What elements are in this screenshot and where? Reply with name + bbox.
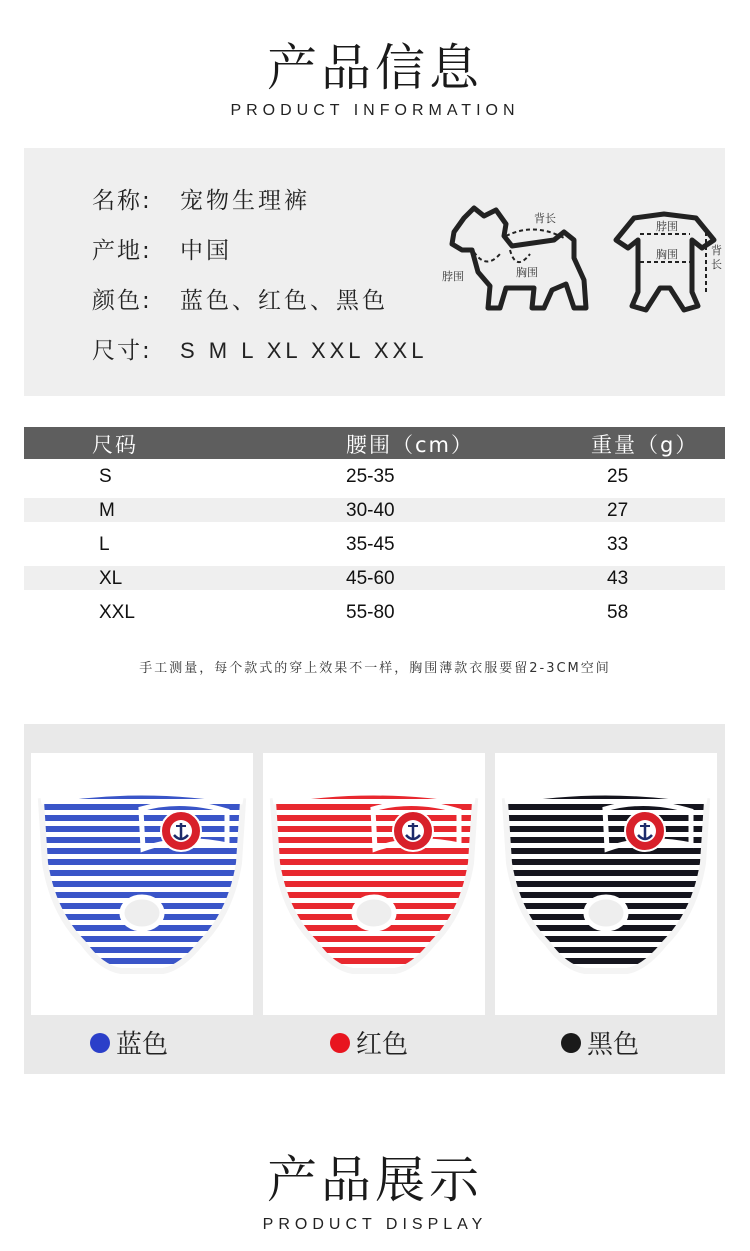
cell-weight: 27 <box>607 500 629 521</box>
color-variants-panel <box>24 724 725 1074</box>
cell-size: XXL <box>99 602 135 623</box>
header-weight: 重量（g） <box>591 433 699 457</box>
color-dot-icon <box>561 1033 581 1053</box>
label-shirt-back-2: 长 <box>711 258 722 271</box>
product-display-heading <box>0 1140 750 1234</box>
info-label: 尺寸: <box>92 338 152 364</box>
cell-waist: 45-60 <box>346 568 395 589</box>
product-card-black <box>495 753 717 1015</box>
label-shirt-chest: 胸围 <box>656 248 678 261</box>
cell-size: L <box>99 534 110 555</box>
table-row <box>24 595 725 629</box>
info-row-origin <box>92 232 232 265</box>
color-name: 蓝色 <box>116 1030 169 1060</box>
black-striped-diaper-image <box>495 753 717 1015</box>
section-title-en: PRODUCT INFORMATION <box>230 102 520 119</box>
dog-chest-measure <box>510 250 530 262</box>
color-dot-icon <box>330 1033 350 1053</box>
table-row <box>24 561 725 595</box>
info-row-name <box>92 182 310 215</box>
label-shirt-back-1: 背 <box>711 244 722 257</box>
cell-waist: 35-45 <box>346 534 395 555</box>
color-swatch-red[interactable] <box>330 1024 408 1061</box>
cell-weight: 43 <box>607 568 629 589</box>
product-card-red <box>263 753 485 1015</box>
label-neck: 脖围 <box>442 270 464 283</box>
cell-weight: 25 <box>607 466 629 487</box>
section-title-cn: 产品信息 <box>267 39 483 97</box>
label-chest: 胸围 <box>516 266 538 279</box>
cell-size: XL <box>99 568 123 589</box>
info-value: 蓝色、红色、黑色 <box>180 288 388 314</box>
dog-neck-measure <box>474 252 500 262</box>
info-label: 名称: <box>92 188 152 214</box>
color-swatch-blue[interactable] <box>90 1024 168 1061</box>
info-value: 中国 <box>180 238 232 264</box>
color-swatch-black[interactable] <box>561 1024 639 1061</box>
color-name: 红色 <box>356 1030 409 1060</box>
measurement-diagram <box>434 188 724 368</box>
product-information-heading <box>0 28 750 120</box>
cell-weight: 58 <box>607 602 629 623</box>
color-name: 黑色 <box>587 1030 640 1060</box>
info-value: S M L XL XXL XXL <box>180 338 428 363</box>
info-row-size <box>92 332 427 365</box>
section-title-cn: 产品展示 <box>267 1151 483 1209</box>
cell-waist: 30-40 <box>346 500 395 521</box>
size-table <box>24 427 725 629</box>
cell-size: M <box>99 500 115 521</box>
table-row <box>24 493 725 527</box>
header-waist: 腰围（cm） <box>346 433 475 457</box>
info-row-color <box>92 282 388 315</box>
blue-striped-diaper-image <box>31 753 253 1015</box>
info-label: 颜色: <box>92 288 152 314</box>
info-value: 宠物生理裤 <box>180 188 310 214</box>
product-info-panel <box>24 148 725 396</box>
measurement-note: 手工测量，每个款式的穿上效果不一样，胸围薄款衣服要留2-3CM空间 <box>139 661 611 676</box>
header-size: 尺码 <box>92 433 138 457</box>
cell-waist: 25-35 <box>346 466 395 487</box>
color-dot-icon <box>90 1033 110 1053</box>
red-striped-diaper-image <box>263 753 485 1015</box>
product-card-blue <box>31 753 253 1015</box>
table-row <box>24 459 725 493</box>
label-back-length: 背长 <box>534 212 556 225</box>
dog-outline-icon <box>452 208 586 308</box>
table-row <box>24 527 725 561</box>
info-label: 产地: <box>92 238 152 264</box>
cell-waist: 55-80 <box>346 602 395 623</box>
section-title-en: PRODUCT DISPLAY <box>262 1216 488 1233</box>
label-shirt-neck: 脖围 <box>656 220 678 233</box>
size-table-header <box>24 427 725 459</box>
cell-weight: 33 <box>607 534 629 555</box>
cell-size: S <box>99 466 112 487</box>
